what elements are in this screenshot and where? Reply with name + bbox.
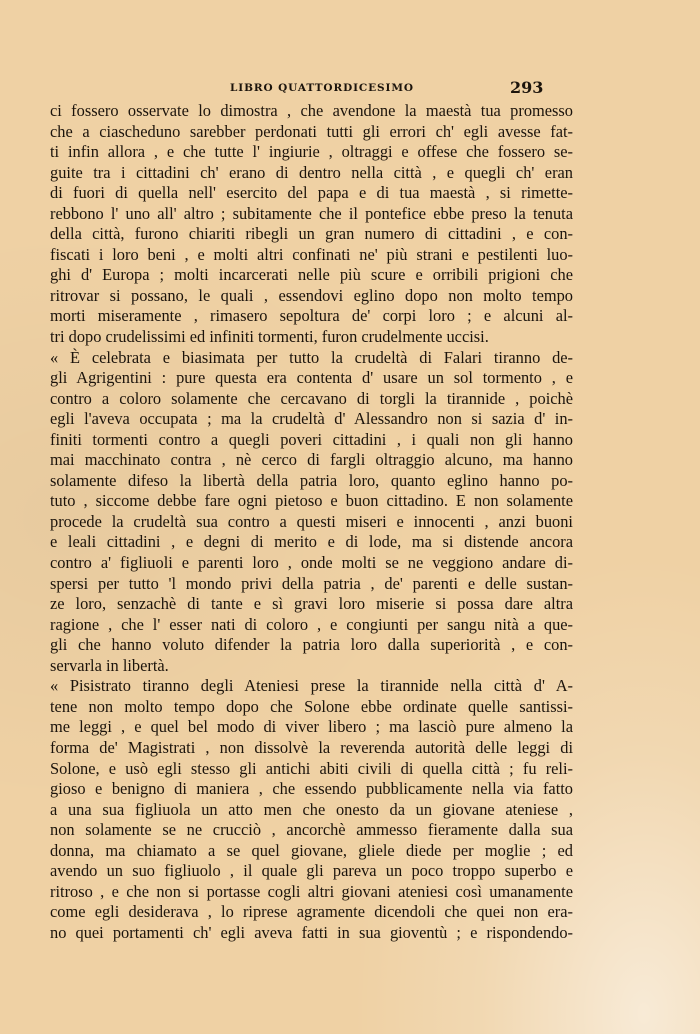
text-line: Solone, e usò egli stesso gli antichi abiti civili di quella città ; fu reli-: [50, 758, 573, 778]
text-line: rebbono l' uno all' altro ; subitamente che il pontefice ebbe preso la tenuta: [50, 203, 573, 223]
text-line: gli Agrigentini : pure questa era contenta d' usare un sol tormento , e: [50, 368, 573, 388]
text-line: che a ciascheduno sarebber perdonati tutti gli errori ch' egli avesse fat-: [50, 121, 573, 141]
text-line: morti miseramente , rimasero sepoltura de' corpi loro ; e alcuni al-: [50, 306, 573, 326]
text-line: tuto , siccome debbe fare ogni pietoso e buon cittadino. E non solamente: [50, 491, 573, 511]
text-line: di fuori di quella nell' esercito del papa e di tua maestà , si rimette-: [50, 183, 573, 203]
text-line: egli l'aveva occupata ; ma la crudeltà d' Alessandro non si sazia d' in-: [50, 409, 573, 429]
text-line: finiti tormenti contro a quegli poveri cittadini , i quali non gli hanno: [50, 429, 573, 449]
running-title: LIBRO QUATTORDICESIMO: [230, 82, 414, 94]
text-line: guite tra i cittadini ch' erano di dentro nella città , e quegli ch' eran: [50, 162, 573, 182]
text-line: gioso e benigno di maniera , che essendo pubblicamente nella via fatto: [50, 779, 573, 799]
text-line: mai macchinato contra , nè cerco di fargli oltraggio alcuno, ma hanno: [50, 450, 573, 470]
text-line: come egli desiderava , lo riprese agramente dicendoli che quei non era-: [50, 902, 573, 922]
text-line: avendo un suo figliuolo , il quale gli pareva un poco troppo superbo e: [50, 861, 573, 881]
text-line: donna, ma chiamato a se quel giovane, gliele diede per moglie ; ed: [50, 840, 573, 860]
text-line: forma de' Magistrati , non dissolvè la reverenda autorità delle leggi di: [50, 737, 573, 757]
text-line: non solamente se ne crucciò , ancorchè ammesso fieramente dalla sua: [50, 820, 573, 840]
text-line: ci fossero osservate lo dimostra , che avendone la maestà tua promesso: [50, 101, 573, 120]
text-line: ze loro, senzachè di tante e sì gravi loro miserie si possa dare altra: [50, 594, 573, 614]
text-line: no quei portamenti ch' egli aveva fatti in sua gioventù ; e rispondendo-: [50, 922, 573, 942]
text-line: « È celebrata e biasimata per tutto la crudeltà di Falari tiranno de-: [50, 347, 573, 367]
text-line: ritroso , e che non si portasse cogli altri giovani ateniesi così umanamente: [50, 881, 573, 901]
text-line: servarla in libertà.: [50, 655, 169, 675]
text-line: a una sua figliuola un atto men che onesto da un giovane ateniese ,: [50, 799, 573, 819]
page-header: [52, 80, 572, 100]
page-number: 293: [510, 78, 544, 97]
text-line: contro a' figliuoli e parenti loro , onde molti se ne veggiono andare di-: [50, 553, 573, 573]
text-line: procede la crudeltà sua contro a questi miseri e innocenti , anzi buoni: [50, 511, 573, 531]
show-through-smudge: [452, 958, 456, 974]
text-line: tri dopo crudelissimi ed infiniti tormenti, furon crudelmente uccisi.: [50, 327, 489, 347]
body-text: [50, 101, 573, 943]
text-line: tene non molto tempo dopo che Solone ebbe ordinate quelle santissi-: [50, 696, 573, 716]
text-line: me leggi , e quel bel modo di viver libero ; ma lasciò pure almeno la: [50, 717, 573, 737]
text-line: ghi d' Europa ; molti incarcerati nelle più scure e orribili prigioni che: [50, 265, 573, 285]
text-line: « Pisistrato tiranno degli Ateniesi prese la tirannide nella città d' A-: [50, 676, 573, 696]
text-line: solamente difeso la libertà della patria loro, quanto eglino hanno po-: [50, 470, 573, 490]
text-line: spersi per tutto 'l mondo privi della patria , de' parenti e delle sustan-: [50, 573, 573, 593]
text-line: ritrovar si possano, le quali , essendovi eglino dopo non molto tempo: [50, 285, 573, 305]
text-line: fiscati i loro beni , e molti altri confinati ne' più strani e pestilenti luo-: [50, 244, 573, 264]
text-line: della città, furono chiariti ribegli un gran numero di cittadini , e con-: [50, 224, 573, 244]
text-line: e leali cittadini , e degni di merito e di lode, ma si distende ancora: [50, 532, 573, 552]
text-line: ragione , che l' esser nati di coloro , e congiunti per sangu nità a que-: [50, 614, 573, 634]
text-line: gli che hanno voluto difender la patria loro dalla superiorità , e con-: [50, 635, 573, 655]
text-line: contro a coloro solamente che cercavano di torgli la tirannide , poichè: [50, 388, 573, 408]
text-line: ti infin allora , e che tutte l' ingiurie , oltraggi e offese che fossero se-: [50, 142, 573, 162]
